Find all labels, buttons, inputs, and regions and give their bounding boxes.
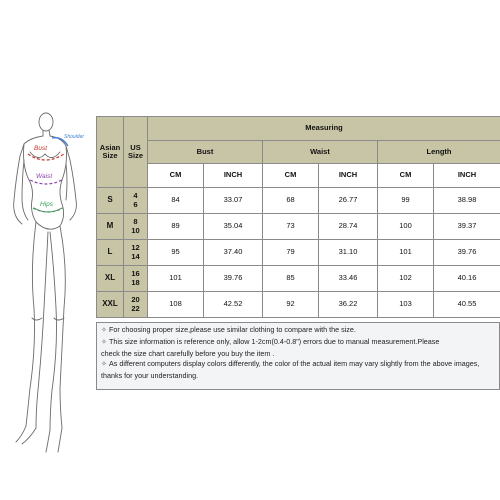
table-row bbox=[97, 214, 500, 240]
length-inch-cell: 39.76 bbox=[434, 240, 500, 266]
us-size-cell: 4 6 bbox=[124, 188, 148, 214]
us-size-cell: 12 14 bbox=[124, 240, 148, 266]
bust-inch-cell: 42.52 bbox=[204, 292, 263, 318]
unit-inch: INCH bbox=[434, 164, 500, 188]
length-inch-cell: 38.98 bbox=[434, 188, 500, 214]
waist-header: Waist bbox=[263, 141, 378, 164]
bust-inch-cell: 33.07 bbox=[204, 188, 263, 214]
unit-inch: INCH bbox=[204, 164, 263, 188]
unit-cm: CM bbox=[378, 164, 434, 188]
bust-cm-cell: 89 bbox=[148, 214, 204, 240]
waist-cm-cell: 92 bbox=[263, 292, 319, 318]
bust-inch-cell: 37.40 bbox=[204, 240, 263, 266]
unit-cm: CM bbox=[263, 164, 319, 188]
note-bullet-icon: ✧ bbox=[101, 338, 107, 346]
asian-size-cell: S bbox=[97, 188, 124, 214]
measuring-header: Measuring bbox=[148, 117, 500, 141]
hips-label: Hips bbox=[40, 201, 54, 208]
note-line: thanks for your understanding. bbox=[101, 371, 199, 381]
bust-inch-cell: 39.76 bbox=[204, 266, 263, 292]
length-inch-cell: 40.55 bbox=[434, 292, 500, 318]
waist-label: Waist bbox=[36, 173, 53, 180]
mannequin-figure bbox=[0, 108, 100, 488]
length-cm-cell: 102 bbox=[378, 266, 434, 292]
length-cm-cell: 100 bbox=[378, 214, 434, 240]
note-line: ✧ This size information is reference only, allow 1-2cm(0.4-0.8") errors due to manual measurement.Please bbox=[101, 337, 495, 349]
note-bullet-icon: ✧ bbox=[101, 361, 107, 369]
waist-inch-cell: 36.22 bbox=[319, 292, 378, 318]
length-inch-cell: 39.37 bbox=[434, 214, 500, 240]
asian-size-header: Asian Size bbox=[97, 117, 124, 188]
waist-cm-cell: 85 bbox=[263, 266, 319, 292]
us-size-header: US Size bbox=[124, 117, 148, 188]
length-cm-cell: 103 bbox=[378, 292, 434, 318]
length-cm-cell: 99 bbox=[378, 188, 434, 214]
shoulder-label: Shoulder bbox=[64, 134, 85, 140]
asian-size-cell: M bbox=[97, 214, 124, 240]
asian-size-cell: L bbox=[97, 240, 124, 266]
table-row bbox=[97, 240, 500, 266]
waist-cm-cell: 79 bbox=[263, 240, 319, 266]
waist-inch-cell: 26.77 bbox=[319, 188, 378, 214]
table-row bbox=[97, 188, 500, 214]
table-row bbox=[97, 266, 500, 292]
waist-cm-cell: 73 bbox=[263, 214, 319, 240]
table-row bbox=[97, 292, 500, 318]
size-notes bbox=[96, 322, 500, 390]
note-bullet-icon: ✧ bbox=[101, 327, 107, 334]
waist-cm-cell: 68 bbox=[263, 188, 319, 214]
waist-inch-cell: 28.74 bbox=[319, 214, 378, 240]
bust-header: Bust bbox=[148, 141, 263, 164]
us-size-cell: 20 22 bbox=[124, 292, 148, 318]
length-cm-cell: 101 bbox=[378, 240, 434, 266]
asian-size-cell: XXL bbox=[97, 292, 124, 318]
bust-cm-cell: 108 bbox=[148, 292, 204, 318]
bust-inch-cell: 35.04 bbox=[204, 214, 263, 240]
bust-cm-cell: 84 bbox=[148, 188, 204, 214]
unit-inch: INCH bbox=[319, 164, 378, 188]
length-inch-cell: 40.16 bbox=[434, 266, 500, 292]
waist-inch-cell: 33.46 bbox=[319, 266, 378, 292]
length-header: Length bbox=[378, 141, 500, 164]
bust-label: Bust bbox=[34, 145, 48, 152]
unit-cm: CM bbox=[148, 164, 204, 188]
asian-size-cell: XL bbox=[97, 266, 124, 292]
us-size-cell: 8 10 bbox=[124, 214, 148, 240]
us-size-cell: 16 18 bbox=[124, 266, 148, 292]
waist-inch-cell: 31.10 bbox=[319, 240, 378, 266]
note-line: ✧ As different computers display colors differently, the color of the actual item may vary slightly from the above images, bbox=[101, 359, 495, 371]
bust-cm-cell: 101 bbox=[148, 266, 204, 292]
note-line: ✧ For choosing proper size,please use similar clothing to compare with the size. bbox=[101, 325, 495, 337]
bust-cm-cell: 95 bbox=[148, 240, 204, 266]
size-chart-table bbox=[96, 116, 500, 318]
waist-line bbox=[30, 180, 62, 184]
note-line: check the size chart carefully before you buy the item . bbox=[101, 348, 275, 358]
